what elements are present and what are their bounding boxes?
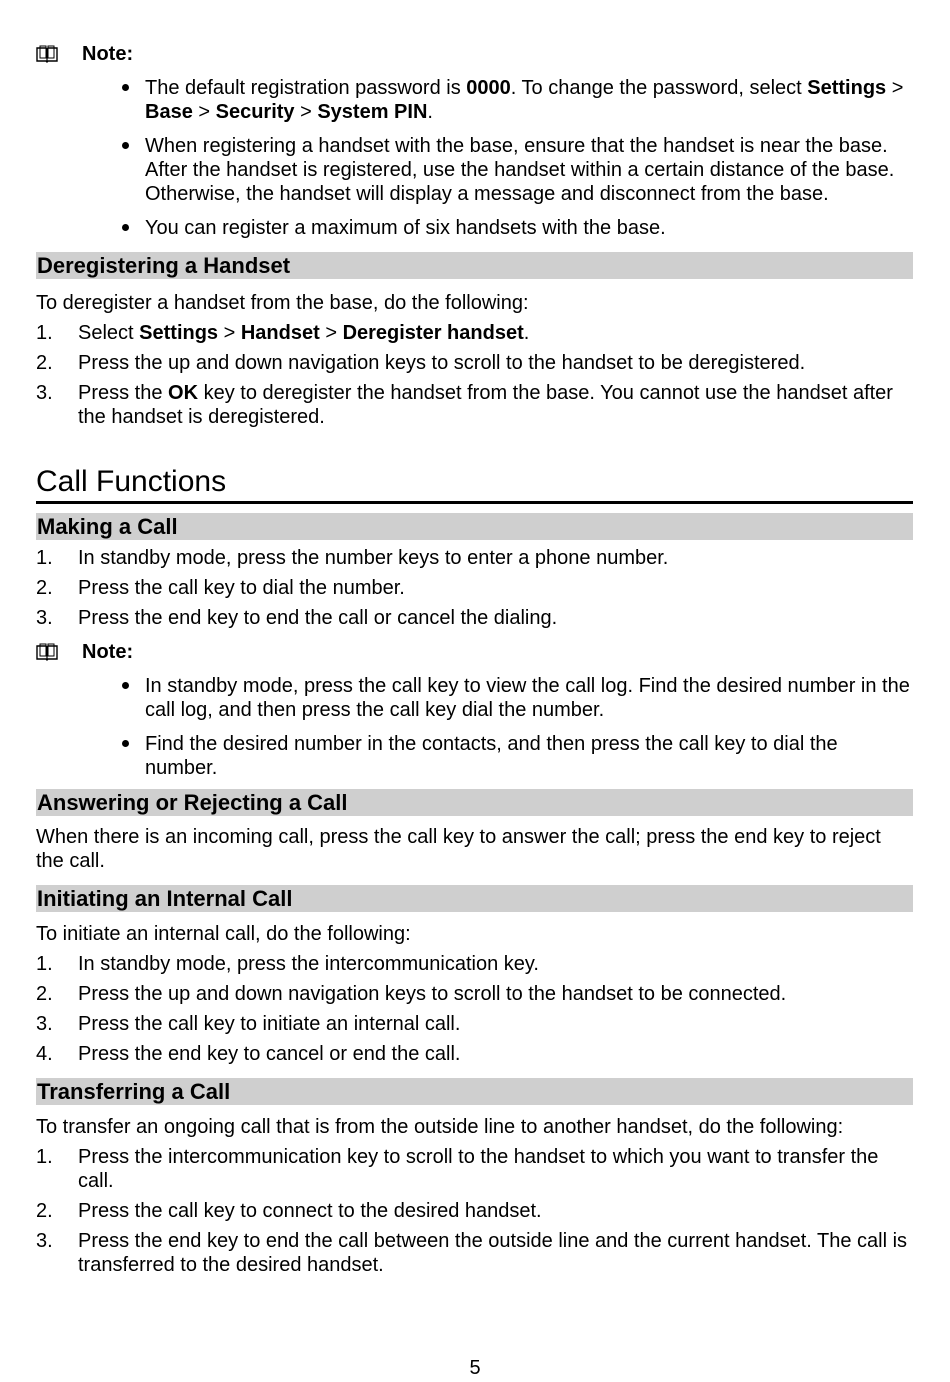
transfer-steps bbox=[36, 1145, 913, 1277]
answering-text: When there is an incoming call, press the call key to answer the call; press the end key to reject the call. bbox=[36, 826, 881, 872]
note-bullet-registering: When registering a handset with the base, ensure that the handset is near the base. After the handset is registered, use the handset within a certain distance of the base. Otherwise, the handset will display a message and disconnect from the base. bbox=[118, 134, 913, 206]
transfer-intro: To transfer an ongoing call that is from the outside line to another handset, do the following: bbox=[36, 1116, 844, 1138]
note-bullet-list bbox=[36, 76, 913, 240]
document-page bbox=[36, 0, 913, 1277]
list-item: 2. Press the up and down navigation keys to scroll to the handset to be deregistered. bbox=[36, 352, 806, 374]
section-heading-making-a-call: Making a Call bbox=[36, 513, 913, 540]
list-item: 4. Press the end key to cancel or end the call. bbox=[36, 1043, 461, 1065]
list-item: 2. Press the call key to connect to the desired handset. bbox=[36, 1200, 542, 1222]
section-heading-answering: Answering or Rejecting a Call bbox=[36, 789, 913, 816]
list-item: 3. Press the OK key to deregister the handset from the base. You cannot use the handset after the handset is deregistered. bbox=[36, 382, 893, 428]
note-bullet-contacts: Find the desired number in the contacts, and then press the call key to dial the number. bbox=[118, 732, 913, 780]
deregister-intro: To deregister a handset from the base, do the following: bbox=[36, 292, 529, 314]
list-item: 2. Press the up and down navigation keys to scroll to the handset to be connected. bbox=[36, 983, 787, 1005]
internal-intro: To initiate an internal call, do the following: bbox=[36, 923, 411, 945]
note-bullet-maximum: You can register a maximum of six handsets with the base. bbox=[118, 216, 913, 240]
section-heading-deregistering: Deregistering a Handset bbox=[36, 252, 913, 279]
section-heading-transferring: Transferring a Call bbox=[36, 1078, 913, 1105]
section-heading-internal-call: Initiating an Internal Call bbox=[36, 885, 913, 912]
note-label: Note: bbox=[82, 640, 134, 663]
note-bullet-list bbox=[36, 674, 913, 780]
list-item: 1. In standby mode, press the intercommunication key. bbox=[36, 953, 539, 975]
note-label: Note: bbox=[82, 42, 134, 65]
page-number: 5 bbox=[469, 1357, 481, 1379]
book-icon bbox=[36, 45, 58, 63]
list-item: 1. Press the intercommunication key to scroll to the handset to which you want to transfer the call. bbox=[36, 1146, 879, 1192]
list-item: 1. Select Settings > Handset > Deregister handset. bbox=[36, 322, 530, 344]
list-item: 1. In standby mode, press the number keys to enter a phone number. bbox=[36, 547, 669, 569]
note-bullet-call-log: In standby mode, press the call key to view the call log. Find the desired number in the call log, and then press the call key dial the number. bbox=[118, 674, 913, 722]
note-header bbox=[36, 42, 913, 66]
list-item: 2. Press the call key to dial the number. bbox=[36, 577, 405, 599]
internal-call-steps bbox=[36, 952, 913, 1066]
note-bullet-password: The default registration password is 0000. To change the password, select Settings > Base > Security > System PIN. bbox=[118, 76, 913, 124]
chapter-title-call-functions: Call Functions bbox=[36, 465, 913, 504]
making-call-steps bbox=[36, 546, 913, 630]
list-item: 3. Press the call key to initiate an internal call. bbox=[36, 1013, 461, 1035]
book-icon bbox=[36, 643, 58, 661]
note-header bbox=[36, 640, 913, 664]
list-item: 3. Press the end key to end the call or cancel the dialing. bbox=[36, 607, 558, 629]
deregister-steps bbox=[36, 321, 913, 429]
list-item: 3. Press the end key to end the call between the outside line and the current handset. The call is transferred to the desired handset. bbox=[36, 1230, 908, 1276]
